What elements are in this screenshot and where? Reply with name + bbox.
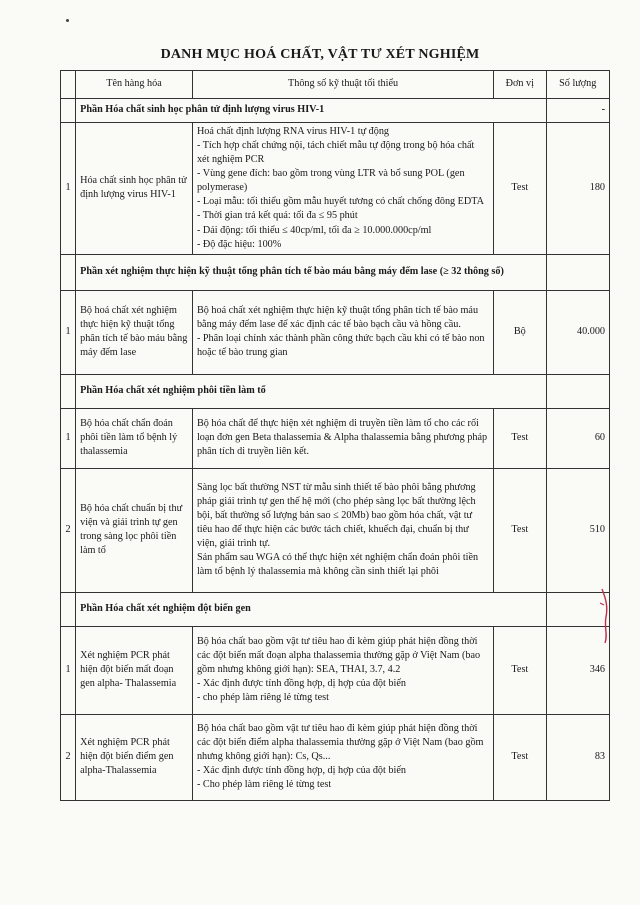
item-name: Bộ hóa chất chuẩn bị thư viện và giải trình tự gen trong sàng lọc phôi tiền làm tổ	[76, 468, 193, 592]
item-unit: Test	[494, 468, 546, 592]
section-title: Phần Hóa chất sinh học phân tử định lượng virus HIV-1	[76, 99, 546, 123]
header-unit: Đơn vị	[494, 71, 546, 99]
section-row	[61, 254, 610, 290]
spec-line: - Tích hợp chất chứng nội, tách chiết mẫu tự động trong bộ hóa chất xét nghiệm PCR	[196, 140, 475, 166]
table-row	[61, 626, 610, 714]
spec-line: - Độ đặc hiệu: 100%	[196, 238, 282, 250]
section-title: Phần Hóa chất xét nghiệm phôi tiền làm tổ	[76, 374, 546, 408]
table-row	[61, 714, 610, 800]
item-unit: Bộ	[494, 290, 546, 374]
item-unit: Test	[494, 626, 546, 714]
spec-line: Sản phẩm sau WGA có thể thực hiện xét nghiệm chẩn đoán phôi tiền làm tổ bệnh lý thalassemia mà không cần sinh thiết lại phôi	[196, 552, 479, 578]
item-unit: Test	[494, 408, 546, 468]
item-unit: Test	[494, 123, 546, 255]
spec-line: - Vùng gene đích: bao gồm trong vùng LTR và bổ sung POL (gen polymerase)	[196, 168, 465, 194]
spec-line: - Xác định được tính đồng hợp, dị hợp của đột biến	[196, 765, 406, 777]
item-name: Bộ hóa chất chẩn đoán phôi tiền làm tổ bệnh lý thalassemia	[76, 408, 193, 468]
handwritten-mark	[596, 585, 616, 645]
header-qty: Số lượng	[546, 71, 609, 99]
table-row	[61, 290, 610, 374]
item-spec	[192, 290, 493, 374]
header-name: Tên hàng hóa	[76, 71, 193, 99]
table-row	[61, 123, 610, 255]
item-qty: 60	[546, 408, 609, 468]
item-spec	[192, 714, 493, 800]
section-stt	[61, 254, 76, 290]
item-spec	[192, 626, 493, 714]
table-row	[61, 408, 610, 468]
item-stt: 1	[61, 408, 76, 468]
item-name: Bộ hoá chất xét nghiệm thực hiện kỹ thuật tổng phân tích tế bào máu bằng máy đếm lase	[76, 290, 193, 374]
item-stt: 1	[61, 290, 76, 374]
table-row	[61, 468, 610, 592]
spec-line: - Xác định được tính đồng hợp, dị hợp của đột biến	[196, 678, 406, 690]
spec-line: - Thời gian trả kết quả: tối đa ≤ 95 phút	[196, 210, 358, 222]
section-row	[61, 592, 610, 626]
item-qty: 180	[546, 123, 609, 255]
item-name: Xét nghiệm PCR phát hiện đột biến mất đoạn gen alpha- Thalassemia	[76, 626, 193, 714]
item-spec	[192, 408, 493, 468]
item-name: Xét nghiệm PCR phát hiện đột biến điểm gen alpha-Thalassemia	[76, 714, 193, 800]
section-stt	[61, 99, 76, 123]
section-qty-mark	[546, 374, 609, 408]
item-spec	[192, 468, 493, 592]
spec-line: Hoá chất định lượng RNA virus HIV-1 tự động	[196, 126, 390, 137]
spec-line: Bộ hóa chất bao gồm vật tư tiêu hao đi kèm giúp phát hiện đồng thời các đột biến mất đoạn alpha thalassemia thường gặp ở Việt Nam (bao gồm nhưng không giới hạn): SEA, THAI, 3.7, 4.2	[196, 636, 481, 676]
item-stt: 1	[61, 626, 76, 714]
spec-line: - Loại mẫu: tối thiểu gồm mẫu huyết tương có chất chống đông EDTA	[196, 196, 485, 208]
spec-line: Bộ hóa chất bao gồm vật tư tiêu hao đi kèm giúp phát hiện đồng thời các đột biến điểm alpha thalassemia thường gặp ở Việt Nam (bao gồm nhưng không giới hạn): Cs, Qs...	[196, 723, 484, 763]
document-title: DANH MỤC HOÁ CHẤT, VẬT TƯ XÉT NGHIỆM	[160, 47, 480, 62]
table-header-row	[61, 71, 610, 99]
item-qty: 40.000	[546, 290, 609, 374]
spec-line: Bộ hóa chất để thực hiện xét nghiệm di truyền tiền làm tổ cho các rối loạn đơn gen Beta thalassemia & Alpha thalassemia bằng phương pháp phân tích di truyền liên kết.	[196, 418, 488, 458]
item-qty: 346	[546, 626, 609, 714]
spec-line: - Dải động: tối thiểu ≤ 40cp/ml, tối đa ≥ 10.000.000cp/ml	[196, 224, 432, 236]
section-qty-mark: -	[546, 99, 609, 123]
spec-line: - cho phép làm riêng lẻ từng test	[196, 692, 329, 704]
header-spec: Thông số kỹ thuật tối thiểu	[192, 71, 493, 99]
item-stt: 1	[61, 123, 76, 255]
section-row	[61, 99, 610, 123]
item-qty: 83	[546, 714, 609, 800]
spec-line: Sàng lọc bất thường NST từ mẫu sinh thiết tế bào phôi bằng phương pháp giải trình tự gen thế hệ mới (cho phép sàng lọc bất thường lệch bội, bất thường số lượng bản sao ≤ 20Mb) bao gồm hóa chất, vật tư tiêu hao để thực hiện các bước tách chiết, khuếch đại, chuẩn bị thư viện, giải trình tự.	[196, 481, 476, 550]
spec-line: - Phân loại chính xác thành phần công thức bạch cầu khi có tế bào non hoặc tế bào trung gian	[196, 333, 485, 359]
chemicals-table	[60, 70, 610, 801]
item-name: Hóa chất sinh học phân tử định lượng virus HIV-1	[76, 123, 193, 255]
section-qty-mark	[546, 254, 609, 290]
section-row	[61, 374, 610, 408]
header-stt	[61, 71, 76, 99]
section-title: Phần xét nghiệm thực hiện kỹ thuật tổng phân tích tế bào máu bằng máy đếm lase (≥ 32 thông số)	[76, 254, 546, 290]
section-stt	[61, 374, 76, 408]
item-stt: 2	[61, 468, 76, 592]
section-stt	[61, 592, 76, 626]
section-title: Phần Hóa chất xét nghiệm đột biến gen	[76, 592, 546, 626]
spec-line: Bộ hoá chất xét nghiệm thực hiện kỹ thuật tổng phân tích tế bào máu bằng máy đếm lase để xác định các tế bào bạch cầu và hồng cầu.	[196, 305, 479, 331]
item-stt: 2	[61, 714, 76, 800]
item-spec	[192, 123, 493, 255]
item-qty: 510	[546, 468, 609, 592]
item-unit: Test	[494, 714, 546, 800]
spec-line: - Cho phép làm riêng lẻ từng test	[196, 779, 332, 791]
